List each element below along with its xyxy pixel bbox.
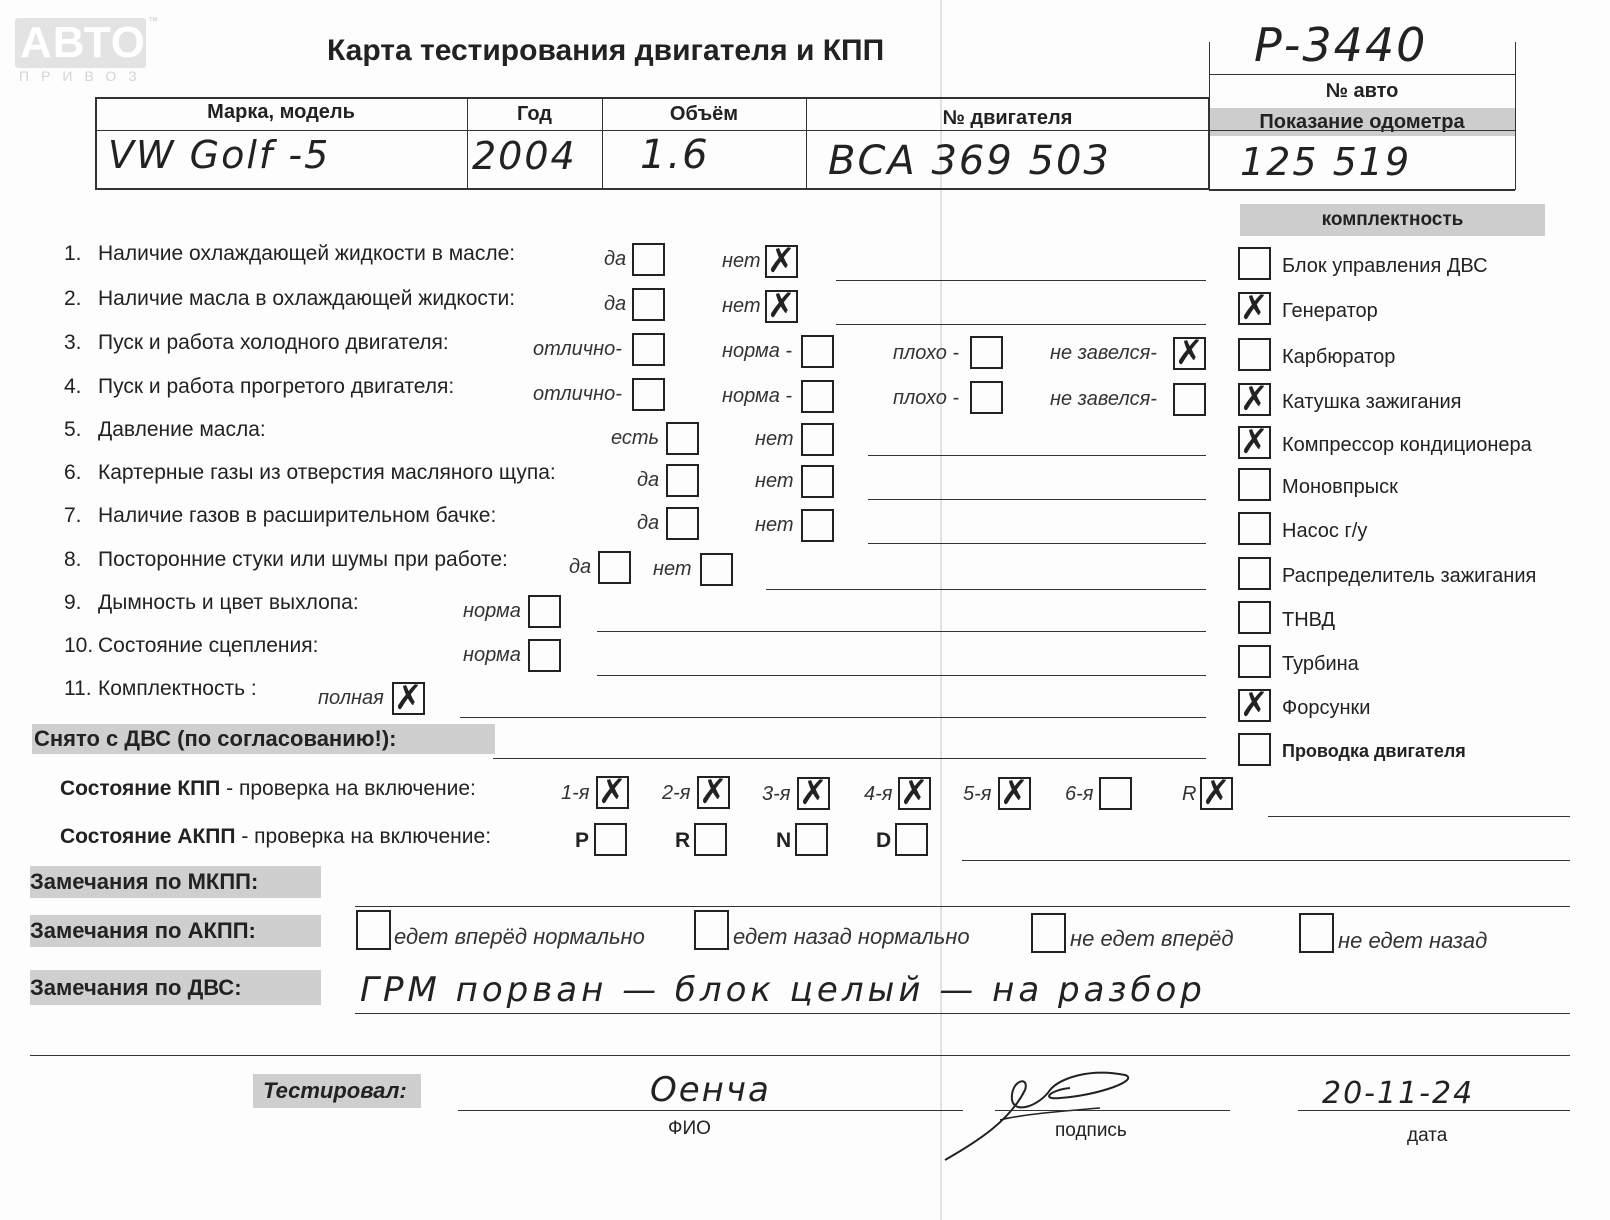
kit-turbine-label: Турбина <box>1282 653 1359 675</box>
kit-ac-compressor-label: Компрессор кондиционера <box>1282 434 1532 456</box>
item-1-no-mark: ✗ <box>767 241 796 281</box>
kit-ac-compressor-checkbox[interactable] <box>1238 422 1271 462</box>
item-11-full-mark: ✗ <box>394 678 423 718</box>
item-6-yes-label: да <box>637 469 660 491</box>
item-7-yes-label: да <box>637 512 660 534</box>
item-9-norm-label: норма <box>463 600 521 622</box>
gear-r-mark: ✗ <box>1202 773 1231 813</box>
item-4-excellent-checkbox[interactable] <box>632 378 665 411</box>
kit-injectors-checkbox[interactable] <box>1238 685 1271 725</box>
logo-tm: ™ <box>148 16 158 27</box>
gear-3-label: 3-я <box>762 783 791 805</box>
auto-number-label: № авто <box>1325 80 1399 102</box>
item-3-norm-checkbox[interactable] <box>801 335 834 368</box>
kit-ignition-coil-label: Катушка зажигания <box>1282 391 1462 413</box>
item-3-bad-label: плохо - <box>893 342 960 364</box>
item-8-no-checkbox[interactable] <box>700 553 733 586</box>
kit-generator-checkbox[interactable] <box>1238 288 1271 328</box>
akpp-mode-d-checkbox[interactable] <box>895 823 928 856</box>
item-4-not-started-label: не завелся- <box>1050 388 1157 410</box>
gear-2-checkbox[interactable] <box>697 772 730 812</box>
item-6-text: Картерные газы из отверстия масляного щупа: <box>98 461 556 484</box>
gear-r-label: R <box>1182 783 1197 805</box>
gear-5-mark: ✗ <box>1000 773 1029 813</box>
kit-wiring-label: Проводка двигателя <box>1282 741 1466 761</box>
item-5-number: 5. <box>64 418 82 441</box>
akpp-mode-d-label: D <box>876 829 892 852</box>
item-8-number: 8. <box>64 548 82 571</box>
gear-6-checkbox[interactable] <box>1099 777 1132 810</box>
kit-turbine-checkbox[interactable] <box>1238 645 1271 678</box>
item-3-not-started-checkbox[interactable] <box>1173 333 1206 373</box>
item-7-no-checkbox[interactable] <box>801 509 834 542</box>
item-6-no-checkbox[interactable] <box>801 465 834 498</box>
item-9-number: 9. <box>64 591 82 614</box>
item-3-text: Пуск и работа холодного двигателя: <box>98 331 449 354</box>
kit-ac-compressor-mark: ✗ <box>1240 422 1269 462</box>
akpp-mode-r-checkbox[interactable] <box>694 823 727 856</box>
tested-by-label: Тестировал: <box>253 1074 421 1108</box>
item-2-yes-label: да <box>604 293 627 315</box>
date-value: 20-11-24 <box>1322 1076 1475 1111</box>
page-title: Карта тестирования двигателя и КПП <box>327 34 885 67</box>
item-2-yes-checkbox[interactable] <box>632 288 665 321</box>
akpp-no-back-checkbox[interactable] <box>1299 913 1334 953</box>
item-4-bad-label: плохо - <box>893 387 960 409</box>
item-3-not-started-mark: ✗ <box>1175 333 1204 373</box>
item-6-number: 6. <box>64 461 82 484</box>
item-7-text: Наличие газов в расширительном бачке: <box>98 504 497 527</box>
gear-1-label: 1-я <box>561 782 590 804</box>
item-4-norm-checkbox[interactable] <box>801 380 834 413</box>
akpp-title: Состояние АКПП <box>60 825 236 848</box>
removed-band-label: Снято с ДВС (по согласованию!): <box>32 724 495 754</box>
item-3-bad-checkbox[interactable] <box>970 336 1003 369</box>
item-4-norm-label: норма - <box>722 385 793 407</box>
kit-mono-injection-checkbox[interactable] <box>1238 468 1271 501</box>
gear-6-label: 6-я <box>1065 783 1094 805</box>
item-6-no-label: нет <box>755 470 794 492</box>
item-11-full-checkbox[interactable] <box>392 678 425 718</box>
item-4-excellent-label: отлично- <box>533 383 622 405</box>
kit-carburetor-label: Карбюратор <box>1282 346 1396 368</box>
tester-name: Оенча <box>650 1070 771 1110</box>
item-5-present-checkbox[interactable] <box>666 422 699 455</box>
item-3-norm-label: норма - <box>722 340 793 362</box>
kit-injectors-mark: ✗ <box>1240 685 1269 725</box>
item-1-number: 1. <box>64 242 82 265</box>
item-10-norm-label: норма <box>463 644 521 666</box>
akpp-title-rest: - проверка на включение: <box>235 825 492 848</box>
item-2-no-label: нет <box>722 295 761 317</box>
item-7-no-label: нет <box>755 514 794 536</box>
gear-3-mark: ✗ <box>799 773 828 813</box>
date-label: дата <box>1407 1125 1448 1146</box>
item-10-text: Состояние сцепления: <box>98 634 319 657</box>
kit-generator-label: Генератор <box>1282 300 1378 322</box>
akpp-mode-n-checkbox[interactable] <box>795 823 828 856</box>
akpp-mode-p-checkbox[interactable] <box>594 823 627 856</box>
engine-number-value: BCA 369 503 <box>828 138 1111 184</box>
item-5-no-label: нет <box>755 428 794 450</box>
item-3-excellent-label: отлично- <box>533 338 622 360</box>
kit-carburetor-checkbox[interactable] <box>1238 338 1271 371</box>
brand-model-label: Марка, модель <box>207 101 355 123</box>
item-2-number: 2. <box>64 287 82 310</box>
item-9-text: Дымность и цвет выхлопа: <box>98 591 359 614</box>
akpp-forward-ok-checkbox[interactable] <box>356 910 391 950</box>
akpp-mode-n-label: N <box>776 829 792 852</box>
logo-text: АВТО <box>20 18 146 67</box>
volume-value: 1.6 <box>640 132 710 178</box>
item-1-no-checkbox[interactable] <box>765 241 798 281</box>
item-5-text: Давление масла: <box>98 418 266 441</box>
item-1-yes-checkbox[interactable] <box>632 243 665 276</box>
remarks-akpp-label: Замечания по АКПП: <box>30 915 321 947</box>
akpp-back-ok-label: едет назад нормально <box>733 924 970 949</box>
item-5-no-checkbox[interactable] <box>801 423 834 456</box>
item-4-text: Пуск и работа прогретого двигателя: <box>98 375 455 398</box>
engine-number-label: № двигателя <box>942 107 1073 129</box>
year-label: Год <box>517 103 552 125</box>
gear-2-mark: ✗ <box>699 772 728 812</box>
item-11-number: 11. <box>64 677 92 700</box>
gear-r-checkbox[interactable] <box>1200 773 1233 813</box>
kit-distributor-label: Распределитель зажигания <box>1282 565 1537 587</box>
kit-tnvd-checkbox[interactable] <box>1238 601 1271 634</box>
item-6-yes-checkbox[interactable] <box>666 464 699 497</box>
kit-ecu-label: Блок управления ДВС <box>1282 255 1488 277</box>
signature-label: подпись <box>1055 1120 1127 1141</box>
signature <box>940 1060 1160 1170</box>
item-2-text: Наличие масла в охлаждающей жидкости: <box>98 287 516 310</box>
item-4-number: 4. <box>64 375 82 398</box>
fio-label: ФИО <box>668 1118 711 1139</box>
item-10-number: 10. <box>64 634 94 657</box>
item-8-yes-checkbox[interactable] <box>598 551 631 584</box>
kit-ignition-coil-mark: ✗ <box>1240 379 1269 419</box>
item-1-no-label: нет <box>722 250 761 272</box>
remarks-dvs-text: ГРМ порван — блок целый — на разбор <box>360 970 1206 1010</box>
item-3-number: 3. <box>64 331 82 354</box>
gear-5-checkbox[interactable] <box>998 773 1031 813</box>
kit-ecu-checkbox[interactable] <box>1238 247 1271 280</box>
item-3-excellent-checkbox[interactable] <box>632 333 665 366</box>
gear-4-label: 4-я <box>864 783 893 805</box>
akpp-mode-r-label: R <box>675 829 691 852</box>
item-7-yes-checkbox[interactable] <box>666 507 699 540</box>
akpp-back-ok-checkbox[interactable] <box>694 910 729 950</box>
gear-2-label: 2-я <box>662 782 691 804</box>
kit-injectors-label: Форсунки <box>1282 697 1371 719</box>
kit-ignition-coil-checkbox[interactable] <box>1238 379 1271 419</box>
brand-model-value: VW Golf -5 <box>108 133 331 177</box>
item-8-text: Посторонние стуки или шумы при работе: <box>98 548 508 571</box>
item-5-present-label: есть <box>611 427 660 449</box>
item-4-not-started-checkbox[interactable] <box>1173 383 1206 416</box>
kit-title: комплектность <box>1321 209 1464 230</box>
kit-wiring-checkbox[interactable] <box>1238 733 1271 766</box>
item-8-yes-label: да <box>569 556 592 578</box>
item-2-no-checkbox[interactable] <box>765 286 798 326</box>
item-9-norm-checkbox[interactable] <box>528 595 561 628</box>
kit-generator-mark: ✗ <box>1240 288 1269 328</box>
item-2-no-mark: ✗ <box>767 286 796 326</box>
odometer-label: Показание одометра <box>1259 111 1465 133</box>
item-3-not-started-label: не завелся- <box>1050 342 1157 364</box>
kpp-title-rest: - проверка на включение: <box>220 777 476 800</box>
kit-mono-injection-label: Моновпрыск <box>1282 476 1398 498</box>
gear-3-checkbox[interactable] <box>797 773 830 813</box>
akpp-no-forward-label: не едет вперёд <box>1070 926 1234 951</box>
volume-label: Объём <box>669 103 739 125</box>
remarks-mkpp-label: Замечания по МКПП: <box>30 866 321 898</box>
akpp-mode-p-label: P <box>575 829 590 852</box>
kit-ps-pump-label: Насос г/у <box>1282 520 1368 542</box>
item-1-yes-label: да <box>604 248 627 270</box>
odometer-value: 125 519 <box>1240 140 1412 184</box>
gear-5-label: 5-я <box>963 783 992 805</box>
item-1-text: Наличие охлаждающей жидкости в масле: <box>98 242 516 265</box>
item-7-number: 7. <box>64 504 82 527</box>
item-4-bad-checkbox[interactable] <box>970 381 1003 414</box>
kpp-title: Состояние КПП <box>60 777 221 800</box>
akpp-no-back-label: не едет назад <box>1338 928 1488 953</box>
kit-tnvd-label: ТНВД <box>1282 609 1336 631</box>
gear-4-checkbox[interactable] <box>898 773 931 813</box>
stamp-number: Р-3440 <box>1254 18 1428 72</box>
kit-ps-pump-checkbox[interactable] <box>1238 512 1271 545</box>
gear-1-mark: ✗ <box>598 772 627 812</box>
item-11-text: Комплектность : <box>98 677 257 700</box>
akpp-forward-ok-label: едет вперёд нормально <box>394 924 645 949</box>
remarks-dvs-label: Замечания по ДВС: <box>30 970 321 1005</box>
item-8-no-label: нет <box>653 558 692 580</box>
kit-distributor-checkbox[interactable] <box>1238 557 1271 590</box>
gear-4-mark: ✗ <box>900 773 929 813</box>
gear-1-checkbox[interactable] <box>596 772 629 812</box>
akpp-no-forward-checkbox[interactable] <box>1031 913 1066 953</box>
logo-subtext: ПРИВОЗ <box>19 68 149 84</box>
year-value: 2004 <box>472 134 577 178</box>
item-11-full-label: полная <box>318 687 384 709</box>
item-10-norm-checkbox[interactable] <box>528 639 561 672</box>
